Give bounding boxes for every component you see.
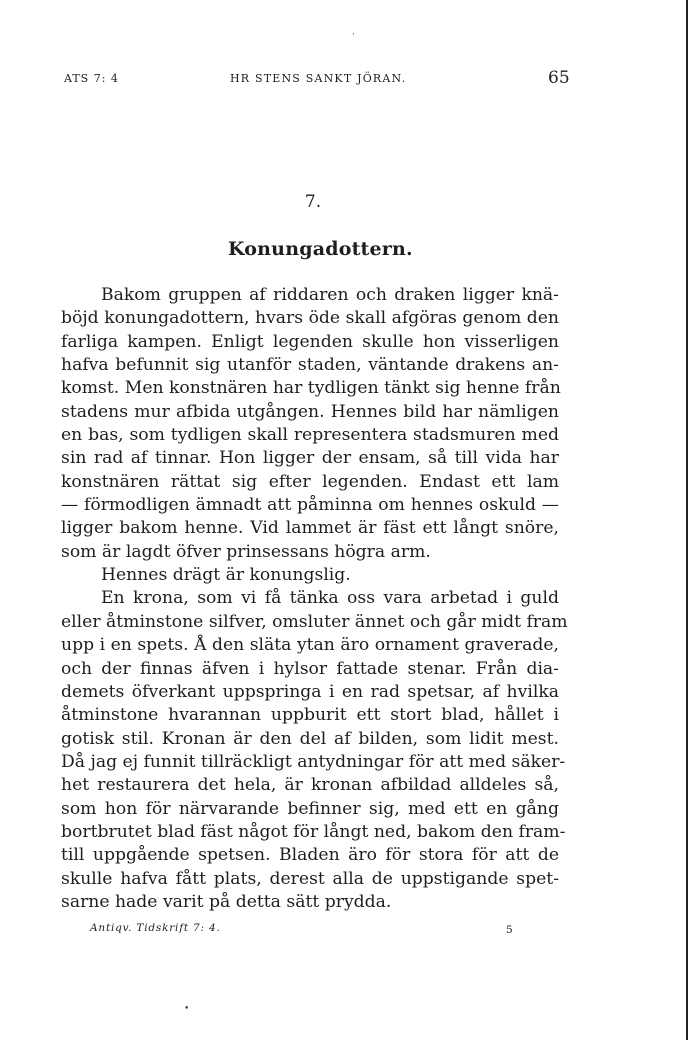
running-header [0, 68, 688, 92]
chapter-number: 7. [304, 192, 322, 212]
text-line: upp i en spets. Å den släta ytan äro ornament graverade, [61, 635, 559, 656]
ink-speck: • [184, 1004, 190, 1014]
text-line: Bakom gruppen af riddaren och draken ligger knä- [101, 285, 559, 305]
text-line: eller åtminstone silfver, omsluter ännet och går midt fram [61, 611, 568, 632]
text-line: hafva befunnit sig utanför staden, väntande drakens an- [61, 355, 559, 376]
text-line: Hennes drägt är konungslig. [101, 565, 351, 586]
text-line: — förmodligen ämnadt att påminna om hennes oskuld — [61, 495, 559, 516]
text-line: gotisk stil. Kronan är den del af bilden, som lidit mest. [61, 728, 559, 749]
chapter-title: Konungadottern. [228, 238, 413, 260]
text-line: som hon för närvarande befinner sig, med ett en gång [61, 798, 559, 819]
text-line: som är lagdt öfver prinsessans högra arm. [61, 541, 431, 562]
page-number: 65 [548, 68, 570, 88]
text-line: skulle hafva fått plats, derest alla de uppstigande spet- [61, 868, 559, 889]
running-title: HR STENS SANKT JÖRAN. [230, 72, 407, 85]
text-line: åtminstone hvarannan uppburit ett stort blad, hållet i [61, 705, 559, 726]
sheet-number: 5 [506, 924, 513, 936]
text-line: bortbrutet blad fäst något för långt ned, bakom den fram- [61, 821, 566, 842]
text-line: farliga kampen. Enligt legenden skulle hon visserligen [61, 331, 559, 352]
sheet-signature: Antiqv. Tidskrift 7: 4. [90, 922, 221, 934]
body-text [61, 284, 568, 914]
text-line: till uppgående spetsen. Bladen äro för stora för att de [61, 845, 559, 866]
series-label: ATS 7: 4 [64, 72, 119, 85]
text-line: sarne hade varit på detta sätt prydda. [61, 891, 392, 912]
ink-speck: · [352, 30, 355, 40]
text-line: En krona, som vi få tänka oss vara arbetad i guld [101, 588, 559, 609]
text-line: böjd konungadottern, hvars öde skall afgöras genom den [61, 308, 559, 329]
text-line: sin rad af tinnar. Hon ligger der ensam, så till vida har [61, 448, 559, 469]
text-line: en bas, som tydligen skall representera stadsmuren med [61, 425, 559, 446]
text-line: demets öfverkant uppspringa i en rad spetsar, af hvilka [61, 681, 559, 702]
text-line: konstnären rättat sig efter legenden. Endast ett lam [61, 471, 559, 492]
text-line: komst. Men konstnären har tydligen tänkt sig henne från [61, 378, 561, 399]
text-line: stadens mur afbida utgången. Hennes bild har nämligen [61, 401, 559, 422]
text-line: het restaurera det hela, är kronan afbildad alldeles så, [61, 775, 559, 796]
text-line: Då jag ej funnit tillräckligt antydningar för att med säker- [61, 751, 566, 772]
text-line: och der finnas äfven i hylsor fattade stenar. Från dia- [61, 658, 559, 679]
text-line: ligger bakom henne. Vid lammet är fäst ett långt snöre, [61, 518, 559, 539]
